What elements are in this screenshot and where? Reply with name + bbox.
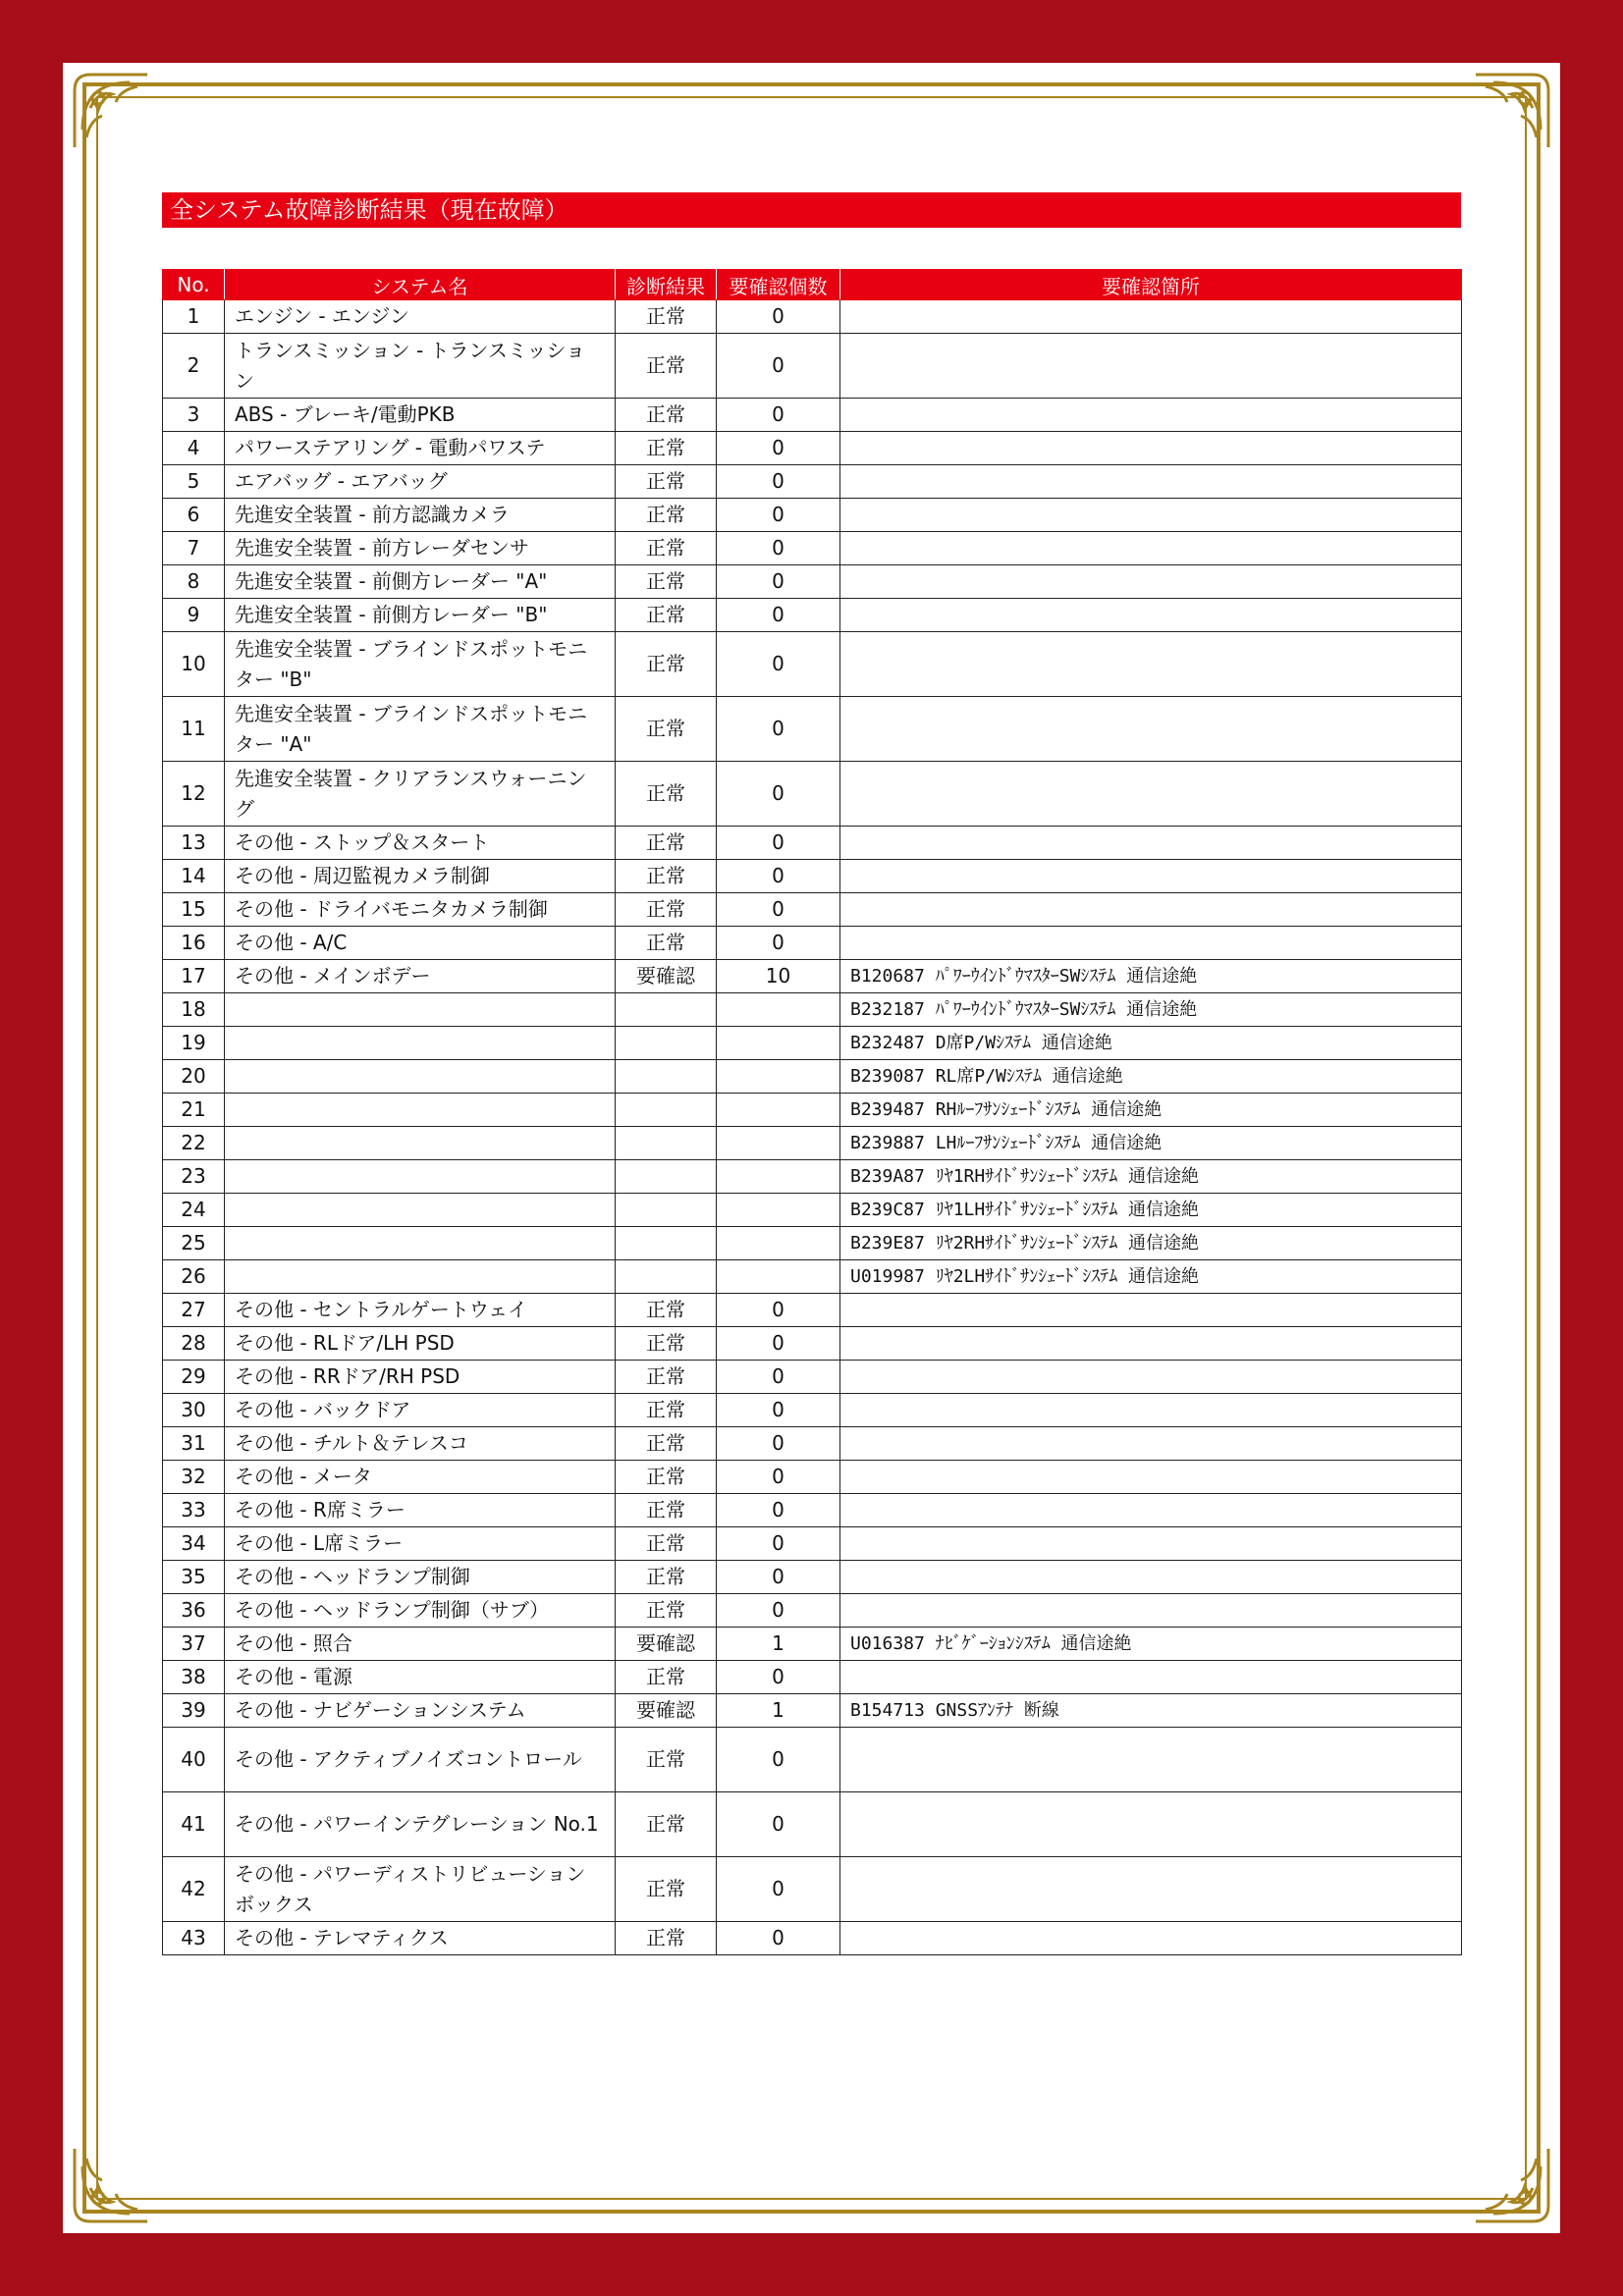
row-number: 23	[163, 1160, 225, 1194]
row-number: 31	[163, 1427, 225, 1461]
table-row	[163, 1027, 1462, 1060]
row-number: 7	[163, 532, 225, 565]
check-count: 0	[717, 1857, 840, 1922]
system-name	[225, 1260, 616, 1294]
check-detail	[840, 399, 1462, 432]
table-row	[163, 300, 1462, 334]
diagnosis-result: 正常	[616, 432, 717, 465]
table-row	[163, 927, 1462, 960]
corner-ornament-icon	[1470, 69, 1554, 153]
table-row	[163, 532, 1462, 565]
check-detail	[840, 1792, 1462, 1857]
system-name: その他 - RRドア/RH PSD	[225, 1361, 616, 1394]
diagnosis-result: 正常	[616, 499, 717, 532]
check-detail	[840, 1427, 1462, 1461]
header-no: No.	[163, 270, 225, 300]
check-detail	[840, 697, 1462, 762]
check-detail	[840, 1327, 1462, 1361]
row-number: 33	[163, 1494, 225, 1527]
table-row	[163, 1060, 1462, 1094]
diagnosis-result: 正常	[616, 334, 717, 399]
row-number: 24	[163, 1194, 225, 1227]
table-row	[163, 1194, 1462, 1227]
table-row	[163, 1728, 1462, 1792]
system-name: その他 - 周辺監視カメラ制御	[225, 860, 616, 893]
system-name: その他 - パワーディストリビューションボックス	[225, 1857, 616, 1922]
diagnosis-result: 正常	[616, 1394, 717, 1427]
diagnosis-result	[616, 1260, 717, 1294]
check-count: 0	[717, 632, 840, 697]
check-detail: B239C87 ﾘﾔ1LHｻｲﾄﾞｻﾝｼｪｰﾄﾞｼｽﾃﾑ 通信途絶	[840, 1194, 1462, 1227]
check-count	[717, 1094, 840, 1127]
row-number: 21	[163, 1094, 225, 1127]
diagnosis-result: 正常	[616, 893, 717, 927]
check-count: 1	[717, 1694, 840, 1728]
diagnosis-result: 正常	[616, 1661, 717, 1694]
row-number: 2	[163, 334, 225, 399]
table-row	[163, 1394, 1462, 1427]
table-row	[163, 1922, 1462, 1955]
check-detail	[840, 565, 1462, 599]
table-row	[163, 1694, 1462, 1728]
diagnosis-result: 正常	[616, 1427, 717, 1461]
diagnosis-result: 要確認	[616, 1628, 717, 1661]
system-name: その他 - メインボデー	[225, 960, 616, 993]
table-row	[163, 334, 1462, 399]
system-name: その他 - RLドア/LH PSD	[225, 1327, 616, 1361]
diagnosis-result	[616, 993, 717, 1027]
system-name: その他 - 電源	[225, 1661, 616, 1694]
check-detail	[840, 1361, 1462, 1394]
diagnosis-result	[616, 1160, 717, 1194]
table-row	[163, 960, 1462, 993]
check-detail	[840, 1494, 1462, 1527]
diagnosis-result: 正常	[616, 827, 717, 860]
row-number: 17	[163, 960, 225, 993]
check-detail	[840, 1527, 1462, 1561]
row-number: 18	[163, 993, 225, 1027]
system-name	[225, 1127, 616, 1160]
diagnosis-result	[616, 1127, 717, 1160]
system-name: 先進安全装置 - 前方レーダセンサ	[225, 532, 616, 565]
diagnosis-result: 正常	[616, 565, 717, 599]
row-number: 26	[163, 1260, 225, 1294]
check-count: 0	[717, 1594, 840, 1628]
diagnosis-result: 正常	[616, 1792, 717, 1857]
check-detail: B239887 LHﾙｰﾌｻﾝｼｪｰﾄﾞｼｽﾃﾑ 通信途絶	[840, 1127, 1462, 1160]
check-count	[717, 1260, 840, 1294]
diagnosis-result	[616, 1027, 717, 1060]
diagnosis-result: 正常	[616, 860, 717, 893]
check-count: 0	[717, 1527, 840, 1561]
check-count: 0	[717, 1361, 840, 1394]
table-row	[163, 399, 1462, 432]
check-count: 0	[717, 599, 840, 632]
row-number: 29	[163, 1361, 225, 1394]
system-name: その他 - アクティブノイズコントロール	[225, 1728, 616, 1792]
diagnosis-result: 正常	[616, 927, 717, 960]
row-number: 3	[163, 399, 225, 432]
table-row	[163, 1327, 1462, 1361]
system-name: その他 - バックドア	[225, 1394, 616, 1427]
diagnosis-result: 正常	[616, 762, 717, 827]
system-name	[225, 1060, 616, 1094]
diagnosis-result: 正常	[616, 1361, 717, 1394]
check-detail: B232487 D席P/Wｼｽﾃﾑ 通信途絶	[840, 1027, 1462, 1060]
system-name: その他 - ドライバモニタカメラ制御	[225, 893, 616, 927]
corner-ornament-icon	[69, 2143, 153, 2227]
table-row	[163, 1461, 1462, 1494]
system-name: 先進安全装置 - 前方認識カメラ	[225, 499, 616, 532]
diagnosis-result: 正常	[616, 1594, 717, 1628]
row-number: 4	[163, 432, 225, 465]
check-detail	[840, 334, 1462, 399]
system-name	[225, 993, 616, 1027]
table-row	[163, 893, 1462, 927]
check-detail: B239A87 ﾘﾔ1RHｻｲﾄﾞｻﾝｼｪｰﾄﾞｼｽﾃﾑ 通信途絶	[840, 1160, 1462, 1194]
check-detail	[840, 300, 1462, 334]
row-number: 38	[163, 1661, 225, 1694]
diagnosis-result	[616, 1227, 717, 1260]
table-row	[163, 1594, 1462, 1628]
row-number: 5	[163, 465, 225, 499]
table-row	[163, 1260, 1462, 1294]
header-system-name: システム名	[225, 270, 616, 300]
check-count: 0	[717, 762, 840, 827]
system-name: 先進安全装置 - ブラインドスポットモニター "B"	[225, 632, 616, 697]
row-number: 36	[163, 1594, 225, 1628]
table-row	[163, 1792, 1462, 1857]
check-count	[717, 1060, 840, 1094]
check-detail: B154713 GNSSｱﾝﾃﾅ 断線	[840, 1694, 1462, 1728]
diagnosis-result: 正常	[616, 1561, 717, 1594]
header-count: 要確認個数	[717, 270, 840, 300]
system-name: 先進安全装置 - 前側方レーダー "A"	[225, 565, 616, 599]
diagnosis-result	[616, 1094, 717, 1127]
diagnosis-table	[162, 269, 1462, 1955]
system-name: その他 - セントラルゲートウェイ	[225, 1294, 616, 1327]
system-name: その他 - チルト＆テレスコ	[225, 1427, 616, 1461]
table-row	[163, 499, 1462, 532]
system-name: 先進安全装置 - ブラインドスポットモニター "A"	[225, 697, 616, 762]
row-number: 12	[163, 762, 225, 827]
system-name: 先進安全装置 - クリアランスウォーニング	[225, 762, 616, 827]
row-number: 1	[163, 300, 225, 334]
diagnosis-result: 正常	[616, 1857, 717, 1922]
table-row	[163, 599, 1462, 632]
check-count: 0	[717, 1561, 840, 1594]
check-detail: U016387 ﾅﾋﾞｹﾞｰｼｮﾝｼｽﾃﾑ 通信途絶	[840, 1628, 1462, 1661]
check-detail	[840, 532, 1462, 565]
system-name: その他 - パワーインテグレーション No.1	[225, 1792, 616, 1857]
check-count	[717, 1160, 840, 1194]
table-row	[163, 993, 1462, 1027]
row-number: 30	[163, 1394, 225, 1427]
row-number: 32	[163, 1461, 225, 1494]
check-count: 1	[717, 1628, 840, 1661]
row-number: 11	[163, 697, 225, 762]
system-name	[225, 1227, 616, 1260]
system-name	[225, 1027, 616, 1060]
check-count: 0	[717, 432, 840, 465]
table-row	[163, 1294, 1462, 1327]
row-number: 42	[163, 1857, 225, 1922]
check-detail: B120687 ﾊﾟﾜｰｳｲﾝﾄﾞｳﾏｽﾀｰSWｼｽﾃﾑ 通信途絶	[840, 960, 1462, 993]
system-name: エンジン - エンジン	[225, 300, 616, 334]
check-detail	[840, 1857, 1462, 1922]
row-number: 40	[163, 1728, 225, 1792]
row-number: 10	[163, 632, 225, 697]
row-number: 13	[163, 827, 225, 860]
check-count: 0	[717, 1427, 840, 1461]
check-count: 0	[717, 1728, 840, 1792]
table-row	[163, 632, 1462, 697]
check-count: 0	[717, 465, 840, 499]
check-detail	[840, 1661, 1462, 1694]
check-count: 0	[717, 1494, 840, 1527]
check-count: 0	[717, 300, 840, 334]
table-row	[163, 465, 1462, 499]
check-detail	[840, 1728, 1462, 1792]
table-row	[163, 1227, 1462, 1260]
check-detail	[840, 893, 1462, 927]
check-detail	[840, 1394, 1462, 1427]
check-detail	[840, 927, 1462, 960]
row-number: 35	[163, 1561, 225, 1594]
row-number: 28	[163, 1327, 225, 1361]
row-number: 43	[163, 1922, 225, 1955]
diagnosis-result: 正常	[616, 599, 717, 632]
table-row	[163, 1160, 1462, 1194]
row-number: 14	[163, 860, 225, 893]
diagnosis-result: 正常	[616, 1494, 717, 1527]
system-name: パワーステアリング - 電動パワステ	[225, 432, 616, 465]
check-detail: B239087 RL席P/Wｼｽﾃﾑ 通信途絶	[840, 1060, 1462, 1094]
check-count: 0	[717, 1394, 840, 1427]
check-count: 0	[717, 334, 840, 399]
table-row	[163, 1661, 1462, 1694]
system-name: その他 - ヘッドランプ制御	[225, 1561, 616, 1594]
table-row	[163, 432, 1462, 465]
system-name: その他 - テレマティクス	[225, 1922, 616, 1955]
check-count: 10	[717, 960, 840, 993]
check-detail	[840, 1594, 1462, 1628]
system-name: その他 - 照合	[225, 1628, 616, 1661]
system-name: その他 - メータ	[225, 1461, 616, 1494]
system-name: その他 - ナビゲーションシステム	[225, 1694, 616, 1728]
row-number: 25	[163, 1227, 225, 1260]
check-count: 0	[717, 1661, 840, 1694]
table-row	[163, 1561, 1462, 1594]
diagnosis-result: 正常	[616, 399, 717, 432]
table-row	[163, 1361, 1462, 1394]
row-number: 9	[163, 599, 225, 632]
system-name: エアバッグ - エアバッグ	[225, 465, 616, 499]
diagnosis-result: 正常	[616, 1461, 717, 1494]
check-detail: B232187 ﾊﾟﾜｰｳｲﾝﾄﾞｳﾏｽﾀｰSWｼｽﾃﾑ 通信途絶	[840, 993, 1462, 1027]
diagnosis-result: 要確認	[616, 1694, 717, 1728]
header-result: 診断結果	[616, 270, 717, 300]
check-detail	[840, 499, 1462, 532]
diagnosis-result: 正常	[616, 1294, 717, 1327]
system-name	[225, 1094, 616, 1127]
check-detail: B239E87 ﾘﾔ2RHｻｲﾄﾞｻﾝｼｪｰﾄﾞｼｽﾃﾑ 通信途絶	[840, 1227, 1462, 1260]
check-detail	[840, 860, 1462, 893]
check-count: 0	[717, 1792, 840, 1857]
check-count	[717, 1027, 840, 1060]
check-detail	[840, 762, 1462, 827]
row-number: 8	[163, 565, 225, 599]
check-count: 0	[717, 1922, 840, 1955]
row-number: 19	[163, 1027, 225, 1060]
check-count: 0	[717, 1327, 840, 1361]
table-row	[163, 1494, 1462, 1527]
diagnosis-result: 正常	[616, 1327, 717, 1361]
row-number: 39	[163, 1694, 225, 1728]
diagnosis-result: 正常	[616, 697, 717, 762]
diagnosis-result: 要確認	[616, 960, 717, 993]
system-name	[225, 1160, 616, 1194]
row-number: 27	[163, 1294, 225, 1327]
check-count: 0	[717, 532, 840, 565]
check-count: 0	[717, 860, 840, 893]
system-name	[225, 1194, 616, 1227]
table-row	[163, 1628, 1462, 1661]
row-number: 6	[163, 499, 225, 532]
diagnosis-result: 正常	[616, 532, 717, 565]
check-detail	[840, 1922, 1462, 1955]
check-count	[717, 993, 840, 1027]
system-name: トランスミッション - トランスミッション	[225, 334, 616, 399]
check-detail	[840, 1561, 1462, 1594]
report-sheet	[63, 63, 1560, 2233]
check-detail	[840, 432, 1462, 465]
system-name: ABS - ブレーキ/電動PKB	[225, 399, 616, 432]
check-count	[717, 1194, 840, 1227]
check-count: 0	[717, 399, 840, 432]
check-detail	[840, 827, 1462, 860]
diagnosis-result: 正常	[616, 1728, 717, 1792]
row-number: 22	[163, 1127, 225, 1160]
system-name: その他 - ヘッドランプ制御（サブ）	[225, 1594, 616, 1628]
check-detail	[840, 1461, 1462, 1494]
table-row	[163, 827, 1462, 860]
diagnosis-result: 正常	[616, 1527, 717, 1561]
diagnosis-result	[616, 1060, 717, 1094]
system-name: 先進安全装置 - 前側方レーダー "B"	[225, 599, 616, 632]
table-row	[163, 697, 1462, 762]
check-count: 0	[717, 827, 840, 860]
system-name: その他 - ストップ＆スタート	[225, 827, 616, 860]
system-name: その他 - R席ミラー	[225, 1494, 616, 1527]
diagnosis-result: 正常	[616, 1922, 717, 1955]
check-count: 0	[717, 1461, 840, 1494]
table-row	[163, 762, 1462, 827]
table-row	[163, 1094, 1462, 1127]
row-number: 16	[163, 927, 225, 960]
system-name: その他 - L席ミラー	[225, 1527, 616, 1561]
report-title: 全システム故障診断結果（現在故障）	[162, 192, 1461, 228]
row-number: 34	[163, 1527, 225, 1561]
table-row	[163, 860, 1462, 893]
header-detail: 要確認箇所	[840, 270, 1462, 300]
check-count: 0	[717, 927, 840, 960]
diagnosis-result: 正常	[616, 300, 717, 334]
check-count: 0	[717, 565, 840, 599]
check-count	[717, 1127, 840, 1160]
corner-ornament-icon	[1470, 2143, 1554, 2227]
check-detail	[840, 632, 1462, 697]
table-row	[163, 1527, 1462, 1561]
table-header-row	[163, 270, 1462, 300]
table-row	[163, 1127, 1462, 1160]
check-detail: B239487 RHﾙｰﾌｻﾝｼｪｰﾄﾞｼｽﾃﾑ 通信途絶	[840, 1094, 1462, 1127]
row-number: 15	[163, 893, 225, 927]
diagnosis-result: 正常	[616, 465, 717, 499]
diagnosis-result	[616, 1194, 717, 1227]
table-row	[163, 565, 1462, 599]
system-name: その他 - A/C	[225, 927, 616, 960]
row-number: 41	[163, 1792, 225, 1857]
row-number: 20	[163, 1060, 225, 1094]
check-count: 0	[717, 499, 840, 532]
table-row	[163, 1857, 1462, 1922]
check-count	[717, 1227, 840, 1260]
corner-ornament-icon	[69, 69, 153, 153]
diagnosis-result: 正常	[616, 632, 717, 697]
check-detail	[840, 1294, 1462, 1327]
check-count: 0	[717, 697, 840, 762]
table-row	[163, 1427, 1462, 1461]
check-detail: U019987 ﾘﾔ2LHｻｲﾄﾞｻﾝｼｪｰﾄﾞｼｽﾃﾑ 通信途絶	[840, 1260, 1462, 1294]
check-detail	[840, 465, 1462, 499]
check-detail	[840, 599, 1462, 632]
check-count: 0	[717, 1294, 840, 1327]
row-number: 37	[163, 1628, 225, 1661]
check-count: 0	[717, 893, 840, 927]
